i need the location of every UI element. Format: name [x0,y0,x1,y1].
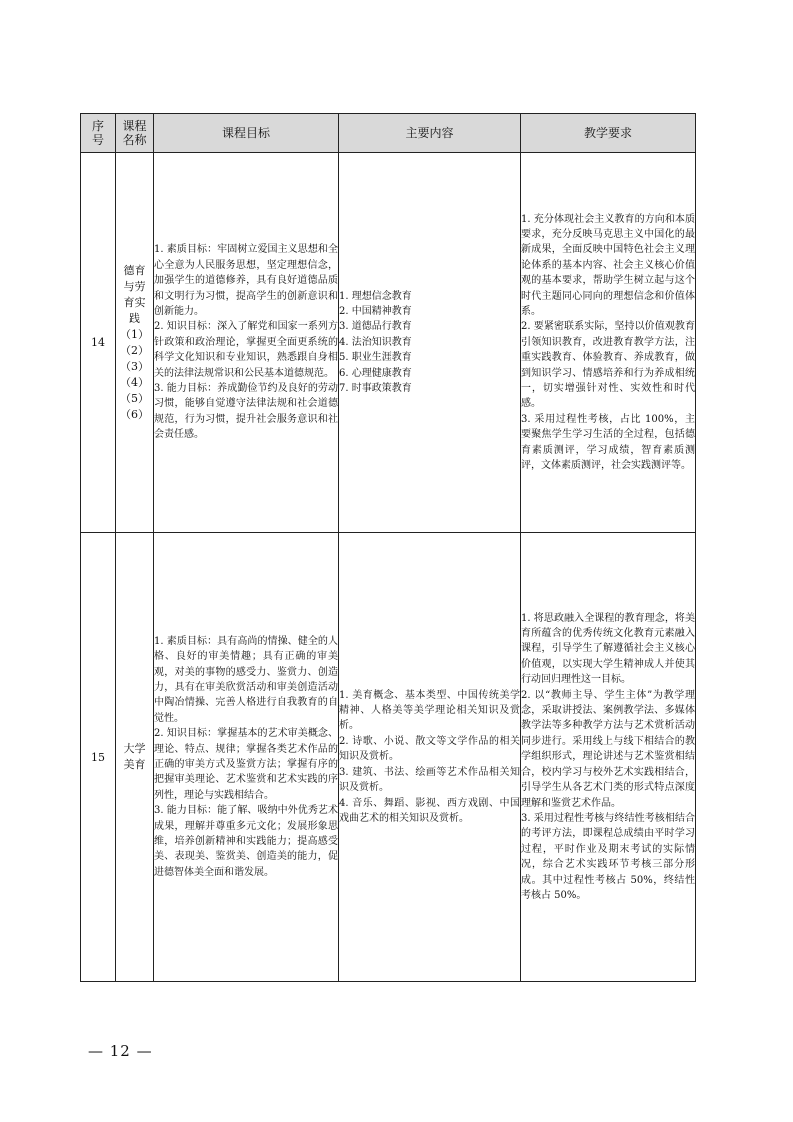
teaching-requirement-cell [521,153,696,533]
goal-paragraph: 1. 素质目标：具有高尚的情操、健全的人格、良好的审美情趣；具有正确的审美观，对美的事物的感受力、鉴赏力、创造力，具有在审美欣赏活动和审美创造活动中陶冶情操、完善人格进行自我教育的自觉性。 [154,635,338,724]
course-name-line: （4） [120,375,149,389]
requirement-paragraph: 2. 要紧密联系实际，坚持以价值观教育引领知识教育，改进教育教学方法，注重实践教育、体验教育、养成教育，做到知识学习、情感培养和行为养成相统一，切实增强针对性、实效性和时代感。 [521,321,695,410]
course-name-line: 大学 [123,742,146,755]
requirement-paragraph: 3. 采用过程性考核与终结性考核相结合的考评方法，即课程总成绩由平时学习过程，平时作业及期末考试的实际情况，综合艺术实践环节考核三部分形成。其中过程性考核占 50%，终结性考核占 50%。 [521,812,695,901]
goal-paragraph: 1. 素质目标：牢固树立爱国主义思想和全心全意为人民服务思想，坚定理想信念，加强学生的道德修养，具有良好道德品质和文明行为习惯，提高学生的创新意识和创新能力。 [154,244,338,317]
goal-paragraph: 2. 知识目标：掌握基本的艺术审美概念、理论、特点、规律；掌握各类艺术作品的正确的审美方式及鉴赏方法；掌握有序的把握审美理论、艺术鉴赏和艺术实践的序列性，理论与实践相结合。 [154,728,338,801]
requirement-paragraph: 1. 充分体现社会主义教育的方向和本质要求，充分反映马克思主义中国化的最新成果，全面反映中国特色社会主义理论体系的基本内容、社会主义核心价值观的基本要求，帮助学生树立起与这个时代主题同心同向的理想信念和价值体系。 [521,213,695,317]
course-name-line: 美育 [123,758,146,771]
content-item: 1. 理想信念教育 [339,290,412,302]
course-name [116,153,154,533]
row-index: 15 [81,533,116,982]
course-name-line: （5） [120,391,149,405]
course-name-line: 践 [129,311,140,325]
main-content-cell [339,533,521,982]
course-name-line: 德育 [123,263,146,277]
header-teaching-requirement: 教学要求 [521,114,696,153]
table-row [81,153,696,533]
content-item: 4. 法治知识教育 [339,336,412,348]
goal-paragraph: 3. 能力目标：养成勤俭节约及良好的劳动习惯，能够自觉遵守法律法规和社会道德规范，行为习惯，提升社会服务意识和社会责任感。 [154,383,338,441]
requirement-paragraph: 1. 将思政融入全课程的教育理念，将美育所蕴含的优秀传统文化教育元素融入课程，引导学生了解遵循社会主义核心价值观，以实现大学生精神成人并使其行动回归理性这一目标。 [521,612,695,686]
header-main-content: 主要内容 [339,114,521,153]
requirement-paragraph: 3. 采用过程性考核，占比 100%，主要聚焦学生学习生活的全过程，包括德育素质测评，学习成绩，智育素质测评，文体素质测评，社会实践测评等。 [521,413,695,472]
course-name-line: 与劳 [123,279,146,293]
page-number: — 12 — [88,1042,153,1060]
content-item: 1. 美育概念、基本类型、中国传统美学精神、人格美等美学理论相关知识及赏析。 [339,689,520,732]
row-index: 14 [81,153,116,533]
table-header-row [81,114,696,153]
teaching-requirement-cell [521,533,696,982]
content-item: 7. 时事政策教育 [339,383,412,395]
content-item: 4. 音乐、舞蹈、影视、西方戏剧、中国戏曲艺术的相关知识及赏析。 [339,797,520,824]
content-item: 3. 道德品行教育 [339,321,412,333]
course-goal-cell [154,533,339,982]
content-item: 2. 诗歌、小说、散文等文学作品的相关知识及赏析。 [339,735,520,763]
main-content-cell [339,153,521,533]
header-course-goal: 课程目标 [154,114,339,153]
header-index: 序号 [81,114,116,153]
goal-paragraph: 2. 知识目标：深入了解党和国家一系列方针政策和政治理论，掌握更全面更系统的科学文化知识和专业知识，熟悉跟自身相关的法律法规常识和公民基本道德规范。 [154,321,338,379]
table-row [81,533,696,982]
course-name-line: （2） [120,343,149,357]
course-name-line: （6） [120,407,149,421]
content-item: 2. 中国精神教育 [339,305,412,317]
course-table [80,113,696,982]
course-name-line: （1） [120,327,149,341]
goal-paragraph: 3. 能力目标：能了解、吸纳中外优秀艺术成果，理解并尊重多元文化；发展形象思维，培养创新精神和实践能力；提高感受美、表现美、鉴赏美、创造美的能力，促进德智体美全面和谐发展。 [154,805,338,878]
course-name-line: （3） [120,359,149,373]
requirement-paragraph: 2. 以“教师主导、学生主体”为教学理念，采取讲授法、案例教学法、多媒体教学法等多种教学方法与艺术赏析活动同步进行。采用线上与线下相结合的教学组织形式，理论讲述与艺术鉴赏相结合，校内学习与校外艺术实践相结合，引导学生从各艺术门类的形式特点深度理解和鉴赏艺术作品。 [521,689,695,809]
content-item: 3. 建筑、书法、绘画等艺术作品相关知识及赏析。 [339,766,520,794]
course-goal-cell [154,153,339,533]
content-item: 6. 心理健康教育 [339,367,412,379]
course-name [116,533,154,982]
course-name-line: 育实 [123,295,146,309]
content-item: 5. 职业生涯教育 [339,352,412,364]
header-course-name: 课程名称 [116,114,154,153]
